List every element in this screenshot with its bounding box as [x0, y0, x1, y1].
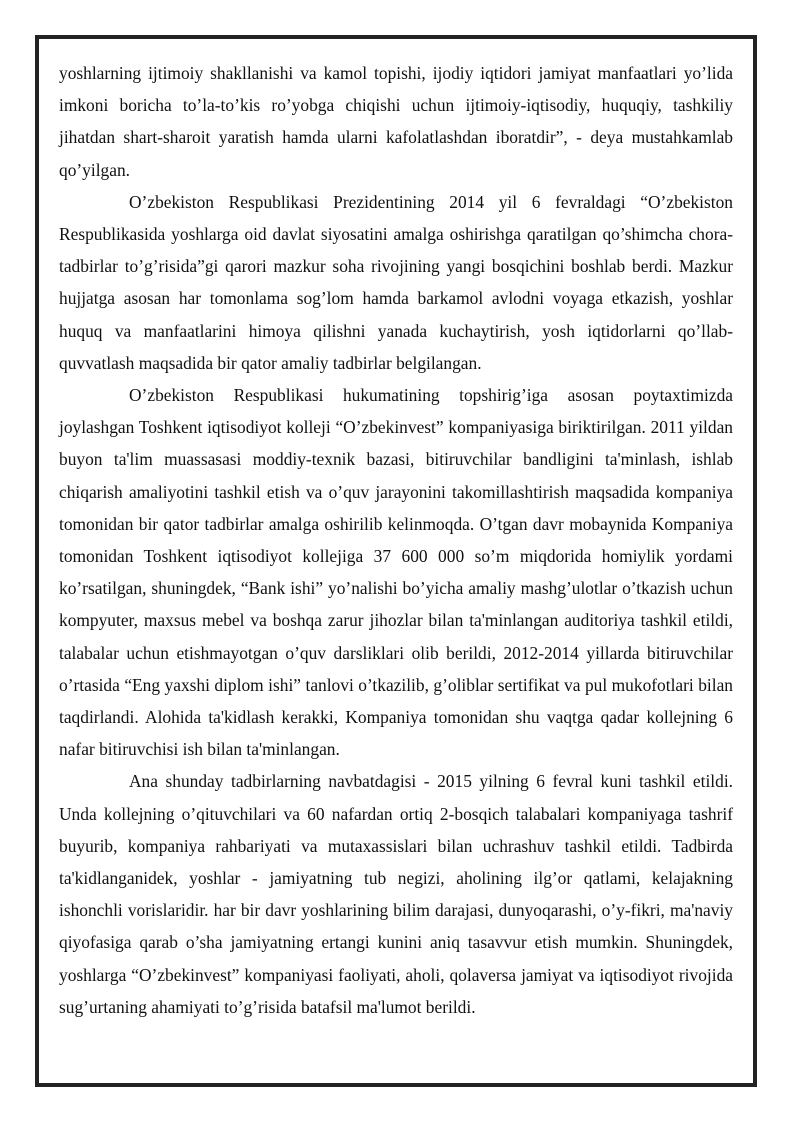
paragraph-presidential-decree: O’zbekiston Respublikasi Prezidentining 2014 yil 6 fevraldagi “O’zbekiston Respublikasida yoshlarga oid davlat siyosatini amalga oshirishga qaratilgan qo’shimcha chora-tadbirlar to’g’risida”gi qarori mazkur soha rivojining yangi bosqichini boshlab berdi. Mazkur hujjatga asosan har tomonlama sog’lom hamda barkamol avlodni voyaga etkazish, yoshlar huquq va manfaatlarini himoya qilishni yanada kuchaytirish, yosh iqtidorlarni qo’llab-quvvatlash maqsadida bir qator amaliy tadbirlar belgilangan. — [59, 191, 733, 373]
page-border — [35, 35, 757, 1087]
paragraph-meeting-event: Ana shunday tadbirlarning navbatdagisi - 2015 yilning 6 fevral kuni tashkil etildi. Unda kollejning o’qituvchilari va 60 nafardan ortiq 2-bosqich talabalari kompaniyaga tashrif buyurib, kompaniya rahbariyati va mutaxassislari bilan uchrashuv tashkil etildi. Tadbirda ta'kidlanganidek, yoshlar - jamiyatning tub negizi, aholining ilg’or qatlami, kelajakning ishonchli vorislaridir. har bir davr yoshlarining bilim darajasi, dunyoqarashi, o’y-fikri, ma'naviy qiyofasiga qarab o’sha jamiyatning ertangi kunini aniq tasavvur etish mumkin. Shuningdek, yoshlarga “O’zbekinvest” kompaniyasi faoliyati, aholi, qolaversa jamiyat va iqtisodiyot rivojida sug’urtaning ahamiyati to’g’risida batafsil ma'lumot berildi. — [59, 771, 733, 1017]
paragraph-college-company: O’zbekiston Respublikasi hukumatining topshirig’iga asosan poytaxtimizda joylashgan Toshkent iqtisodiyot kolleji “O’zbekinvest” kompaniyasiga biriktirilgan. 2011 yildan buyon ta'lim muassasasi moddiy-texnik bazasi, bitiruvchilar bandligini ta'minlash, ishlab chiqarish amaliyotini tashkil etish va o’quv jarayonini takomillashtirish maqsadida kompaniya tomonidan bir qator tadbirlar amalga oshirilib kelinmoqda. O’tgan davr mobaynida Kompaniya tomonidan Toshkent iqtisodiyot kollejiga 37 600 000 so’m miqdorida homiylik yordami ko’rsatilgan, shuningdek, “Bank ishi” yo’nalishi bo’yicha amaliy mashg’ulotlar o’tkazish uchun kompyuter, maxsus mebel va boshqa zarur jihozlar bilan ta'minlangan auditoriya tashkil etildi, talabalar uchun etishmayotgan o’quv darsliklari olib berildi, 2012-2014 yillarda bitiruvchilar o’rtasida “Eng yaxshi diplom ishi” tanlovi o’tkazilib, g’oliblar sertifikat va pul mukofotlari bilan taqdirlandi. Alohida ta'kidlash kerakki, Kompaniya tomonidan shu vaqtga qadar kollejning 6 nafar bitiruvchisi ish bilan ta'minlangan. — [59, 385, 733, 760]
document-body — [59, 57, 733, 1023]
paragraph-continuation: yoshlarning ijtimoiy shakllanishi va kamol topishi, ijodiy iqtidori jamiyat manfaatlari yo’lida imkoni boricha to’la-to’kis ro’yobga chiqishi uchun ijtimoiy-iqtisodiy, huquqiy, tashkiliy jihatdan shart-sharoit yaratish hamda ularni kafolatlashdan iboratdir”, - deya mustahkamlab qo’yilgan. — [59, 63, 733, 180]
